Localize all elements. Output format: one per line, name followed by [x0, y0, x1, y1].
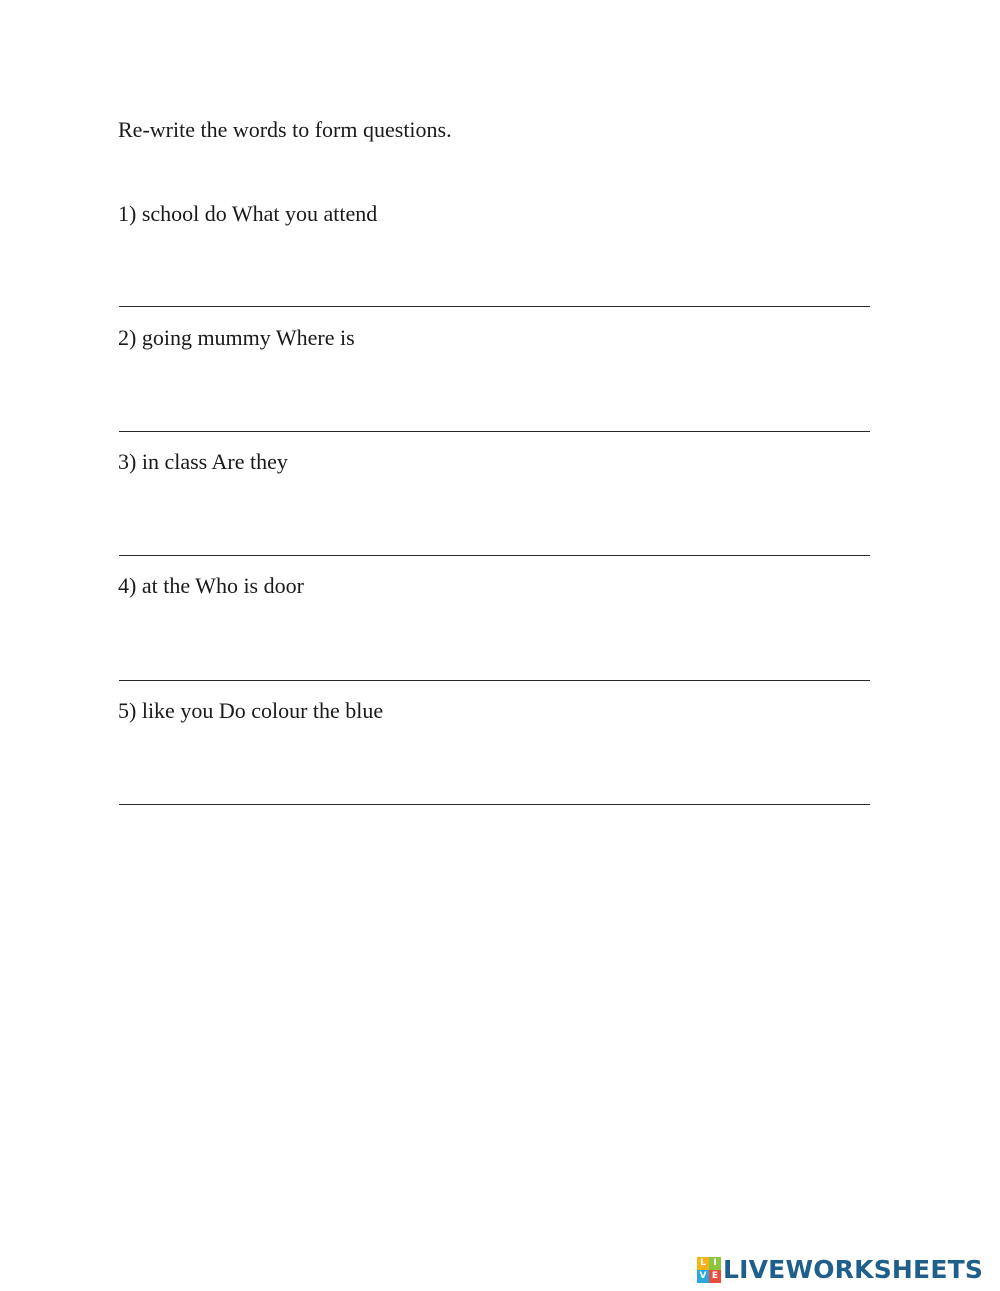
question-3: 3) in class Are they: [118, 449, 288, 474]
answer-line-3[interactable]: [119, 555, 870, 556]
logo-mark-letter: E: [709, 1270, 721, 1283]
question-1: 1) school do What you attend: [118, 201, 378, 226]
answer-line-1[interactable]: [119, 306, 870, 307]
answer-line-2[interactable]: [119, 431, 870, 432]
answer-line-4[interactable]: [119, 680, 870, 681]
answer-line-5[interactable]: [119, 804, 870, 805]
instruction-text: Re-write the words to form questions.: [118, 117, 452, 142]
logo-text: LIVEWORKSHEETS: [723, 1255, 984, 1284]
question-2: 2) going mummy Where is: [118, 325, 355, 350]
logo-mark-letter: L: [697, 1257, 709, 1270]
question-4: 4) at the Who is door: [118, 573, 304, 598]
logo-mark-icon: [697, 1257, 721, 1283]
liveworksheets-logo: [697, 1255, 983, 1285]
logo-mark-letter: I: [709, 1257, 721, 1270]
logo-mark-letter: V: [697, 1270, 709, 1283]
question-5: 5) like you Do colour the blue: [118, 698, 384, 723]
